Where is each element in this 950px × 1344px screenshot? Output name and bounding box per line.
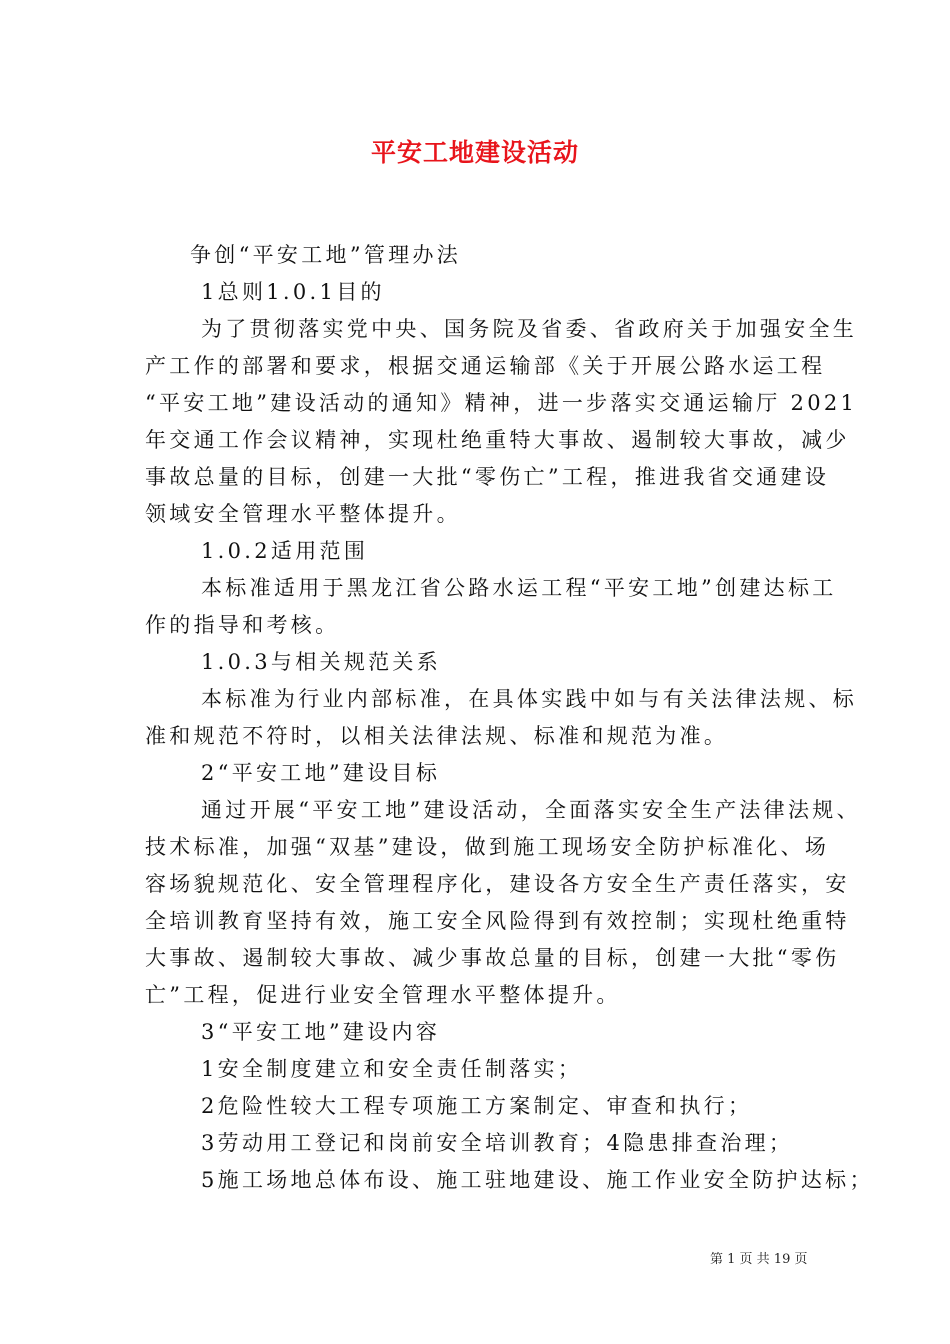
document-title: 平安工地建设活动 [370,138,579,167]
text-line: 作的指导和考核。 [145,613,340,637]
text-line: 技术标准，加强“双基”建设，做到施工现场安全防护标准化、场 [145,835,830,859]
text-line: 产工作的部署和要求，根据交通运输部《关于开展公路水运工程 [145,354,826,378]
page-number: 第 1 页 共 19 页 [710,1252,808,1267]
text-line: 3“平安工地”建设内容 [201,1020,441,1044]
document-body [145,237,874,1199]
text-line: 2“平安工地”建设目标 [201,761,441,785]
text-line: 1安全制度建立和安全责任制落实； [201,1057,583,1081]
text-line: 本标准适用于黑龙江省公路水运工程“平安工地”创建达标工 [201,576,837,600]
text-line: 容场貌规范化、安全管理程序化，建设各方安全生产责任落实，安 [145,872,850,896]
text-line: 年交通工作会议精神，实现杜绝重特大事故、遏制较大事故，减少 [145,428,850,452]
text-line: 争创“平安工地”管理办法 [190,243,462,267]
text-line: 亡”工程，促进行业安全管理水平整体提升。 [145,983,621,1007]
text-line: 通过开展“平安工地”建设活动，全面落实安全生产法律法规、 [201,798,861,822]
text-line: 准和规范不符时，以相关法律法规、标准和规范为准。 [145,724,729,748]
text-line: 1总则1.0.1目的 [201,280,385,304]
text-line: “平安工地”建设活动的通知》精神，进一步落实交通运输厅 2021 [145,391,858,415]
text-line: 2危险性较大工程专项施工方案制定、审查和执行； [201,1094,753,1118]
text-line: 本标准为行业内部标准，在具体实践中如与有关法律法规、标 [201,687,858,711]
text-line: 全培训教育坚持有效，施工安全风险得到有效控制；实现杜绝重特 [145,909,850,933]
text-line: 3劳动用工登记和岗前安全培训教育；4隐患排查治理； [201,1131,794,1155]
text-line: 1.0.3与相关规范关系 [201,650,442,674]
text-line: 5施工场地总体布设、施工驻地建设、施工作业安全防护达标； [201,1168,874,1192]
text-line: 1.0.2适用范围 [201,539,369,563]
text-line: 大事故、遏制较大事故、减少事故总量的目标，创建一大批“零伤 [145,946,840,970]
text-line: 事故总量的目标，创建一大批“零伤亡”工程，推进我省交通建设 [145,465,830,489]
text-line: 领域安全管理水平整体提升。 [145,502,461,526]
text-line: 为了贯彻落实党中央、国务院及省委、省政府关于加强安全生 [201,317,858,341]
